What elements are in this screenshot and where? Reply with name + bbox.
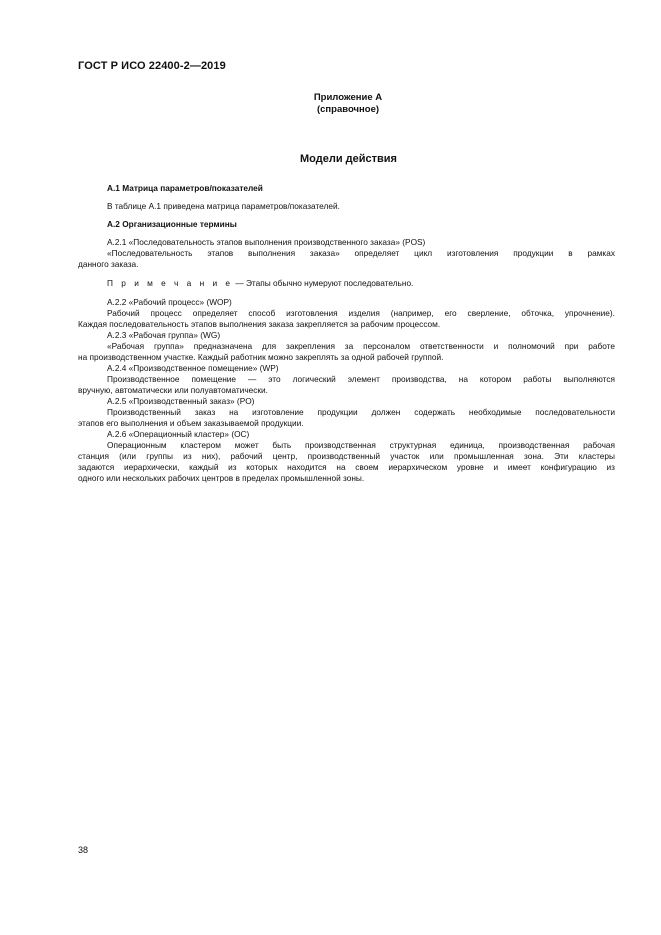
a22-paragraph-line: Рабочий процесс определяет способ изготовления изделия (например, его сверление, обточка, упрочнение).: [107, 308, 615, 318]
a26-paragraph-line: Операционным кластером может быть производственная структурная единица, производственная рабочая: [107, 440, 615, 450]
section-title: Модели действия: [300, 153, 397, 165]
a25-paragraph-line: этапов его выполнения и объем заказываемой продукции.: [78, 418, 304, 428]
appendix-title: Приложение А: [313, 92, 383, 103]
note-label: П р и м е ч а н и е: [107, 278, 234, 288]
a26-paragraph-line: одного или нескольких рабочих центров в пределах промышленной зоны.: [78, 473, 365, 483]
note-text: — Этапы обычно нумеруют последовательно.: [233, 278, 414, 288]
standard-header: ГОСТ Р ИСО 22400-2—2019: [78, 60, 226, 72]
a24-title: А.2.4 «Производственное помещение» (WP): [107, 363, 279, 373]
a24-paragraph-line: Производственное помещение — это логический элемент производства, на котором работы выполняются: [107, 374, 615, 384]
a25-paragraph-line: Производственный заказ на изготовление продукции должен содержать необходимые последовательности: [107, 407, 615, 417]
a1-heading: А.1 Матрица параметров/показателей: [107, 183, 263, 193]
a2-heading: А.2 Организационные термины: [107, 219, 237, 229]
a26-paragraph-line: станция (или группы из них), рабочий центр, производственный участок или промышленная зона. Эти кластеры: [78, 451, 615, 461]
document-body: [78, 183, 615, 484]
a1-text: В таблице А.1 приведена матрица параметров/показателей.: [107, 201, 340, 211]
a26-paragraph-line: задаются иерархически, каждый из которых находится на своем иерархическом уровне и имеет конфигурацию из: [78, 462, 615, 472]
appendix-heading: [0, 92, 661, 116]
a22-paragraph-line: Каждая последовательность этапов выполнения заказа закрепляется за рабочим процессом.: [78, 319, 441, 329]
a22-title: А.2.2 «Рабочий процесс» (WOP): [107, 297, 232, 307]
a21-paragraph-line: данного заказа.: [78, 259, 139, 269]
page-number: 38: [78, 845, 89, 855]
a26-title: А.2.6 «Операционный кластер» (ОС): [107, 429, 250, 439]
a23-paragraph-line: на производственном участке. Каждый работник можно закреплять за одной рабочей группой.: [78, 352, 444, 362]
a23-title: А.2.3 «Рабочая группа» (WG): [107, 330, 221, 340]
a21-title: А.2.1 «Последовательность этапов выполнения производственного заказа» (POS): [107, 237, 426, 247]
note: [78, 278, 615, 289]
appendix-subtitle: (справочное): [316, 104, 380, 115]
a23-paragraph-line: «Рабочая группа» предназначена для закрепления за персоналом ответственности и полномочий при работе: [107, 341, 615, 351]
a24-paragraph-line: вручную, автоматически или полуавтоматически.: [78, 385, 268, 395]
a25-title: А.2.5 «Производственный заказ» (PO): [107, 396, 255, 406]
a21-paragraph-line: «Последовательность этапов выполнения заказа» определяет цикл изготовления продукции в рамках: [107, 248, 615, 258]
